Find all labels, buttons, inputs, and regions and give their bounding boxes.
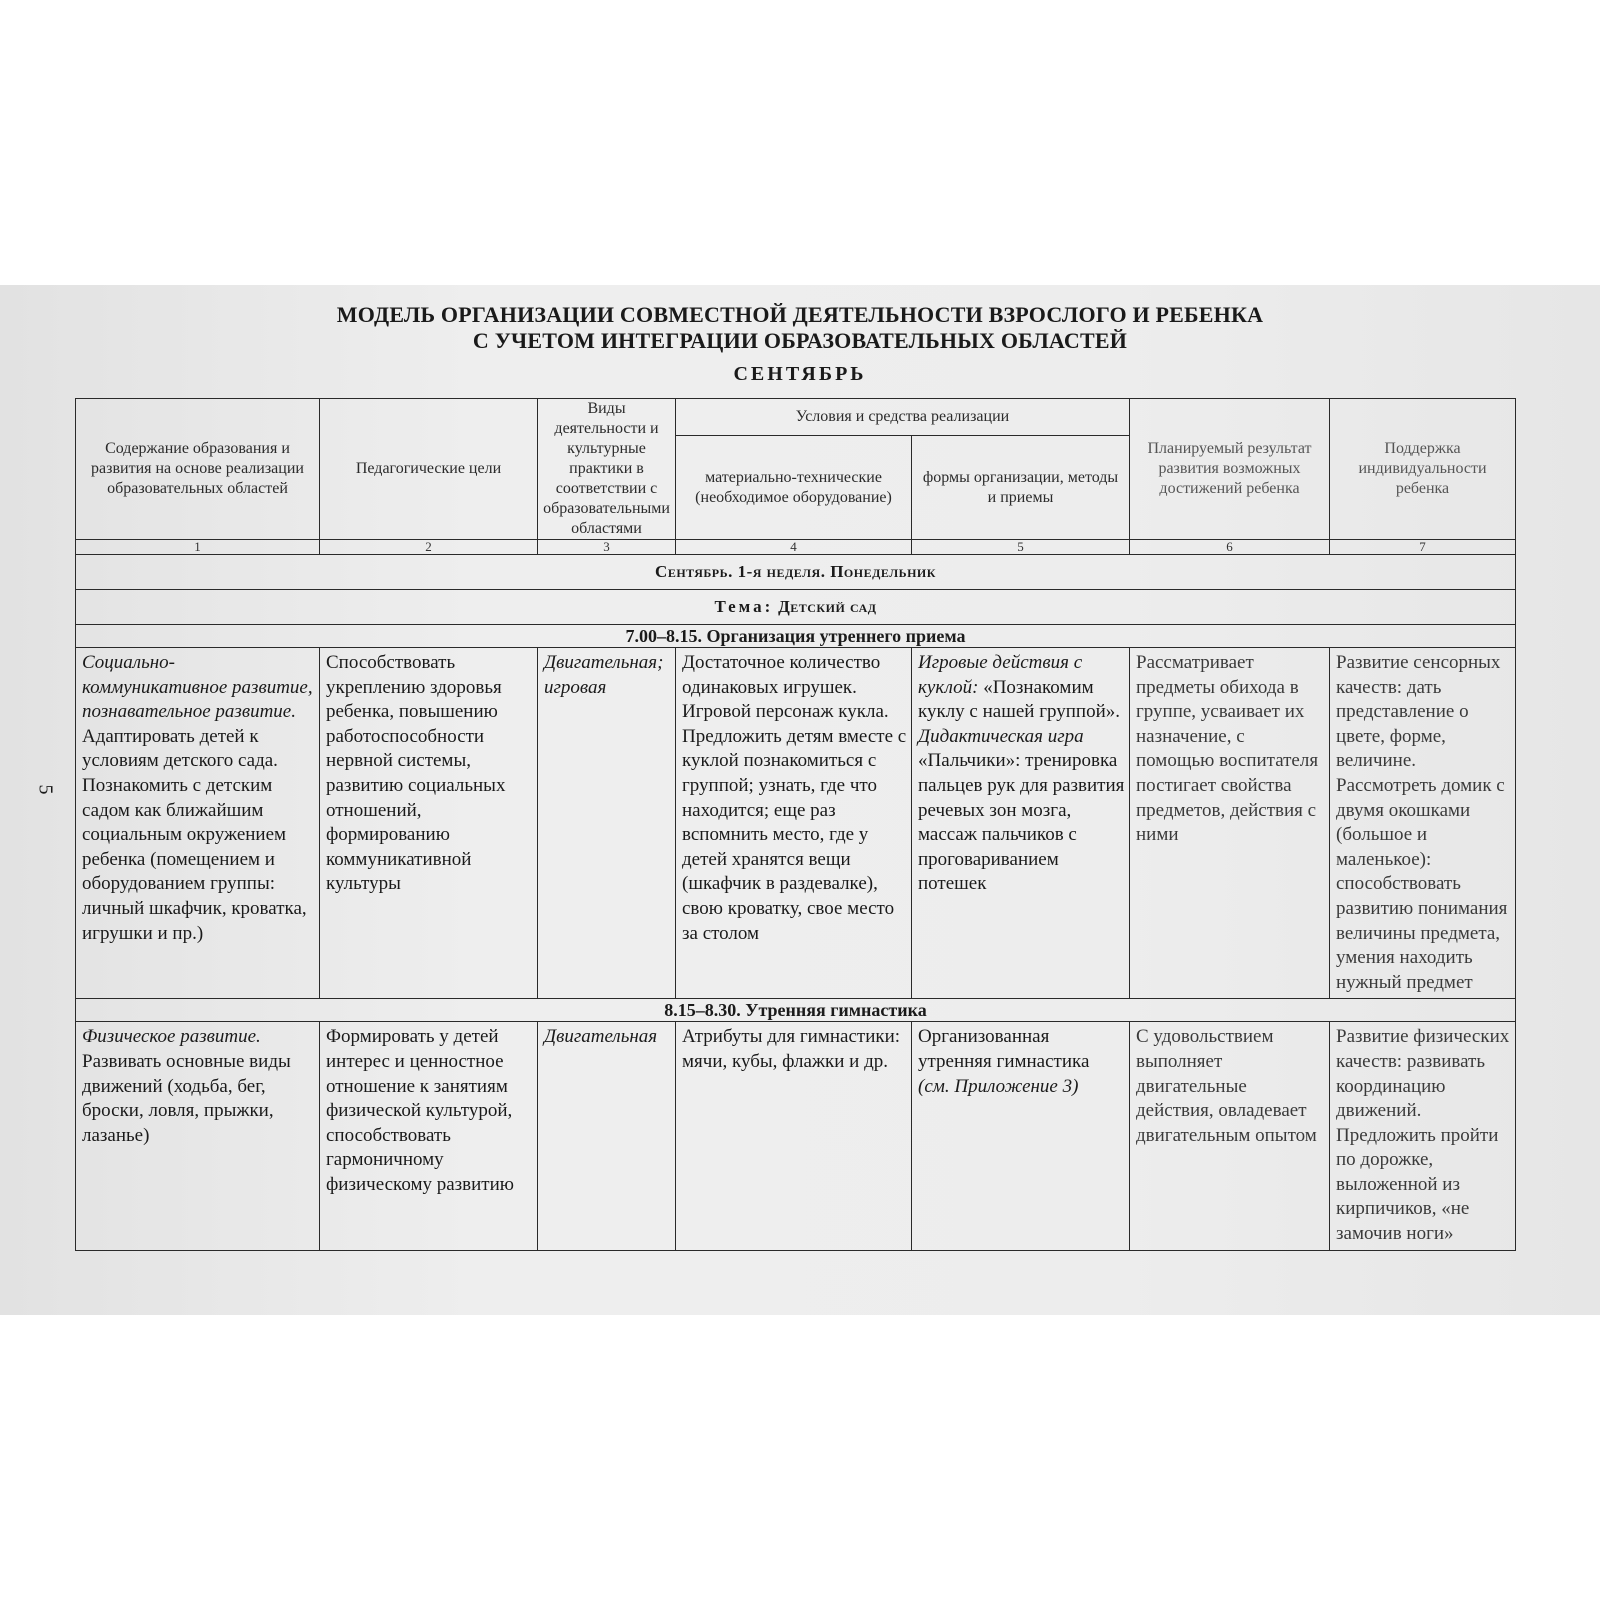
section2-individuality: Развитие физических качеств: развивать координацию движений. Предложить пройти по дорожке, выложенной из кирпичиков, «не замочив ноги» [1330, 1022, 1516, 1250]
section1-methods-italic1: Игровые действия с куклой: [918, 652, 1083, 698]
section2-goals: Формировать у детей интерес и ценностное отношение к занятиям физической культурой, способствовать гармоничному физическому развитию [320, 1022, 538, 1250]
section2-result: С удовольствием выполняет двигательные действия, овладевает двигательным опытом [1130, 1022, 1330, 1250]
section1-methods-italic2: Дидактическая игра [918, 725, 1084, 747]
section1-methods [912, 648, 1130, 999]
section2-equipment: Атрибуты для гимнастики: мячи, кубы, флажки и др. [676, 1022, 912, 1250]
section1-individuality: Развитие сенсорных качеств: дать представление о цвете, форме, величине. Рассмотреть домик с двумя окошками (большое и маленькое): способствовать развитию понимания величины предмета, умения находить нужный предмет [1330, 648, 1516, 999]
column-number-6: 6 [1130, 540, 1330, 555]
section1-content-text: Адаптировать детей к условиям детского сада. Познакомить с детским садом как ближайшим социальным окружением ребенка (помещением и оборудованием группы: личный шкафчик, кроватка, игрушки и пр.) [82, 725, 307, 944]
theme-value: Детский сад [778, 597, 877, 616]
section1-goals: Способствовать укреплению здоровья ребенка, повышению работоспособности нервной системы, развитию социальных отношений, формированию коммуникативной культуры [320, 648, 538, 999]
section1-content [76, 648, 320, 999]
header-conditions-group: Условия и средства реализации [676, 399, 1130, 436]
month-heading: СЕНТЯБРЬ [733, 363, 867, 385]
time-banner-morning-gymnastics: 8.15–8.30. Утренняя гимнастика [76, 999, 1516, 1022]
section2-content [76, 1022, 320, 1250]
section1-methods-text2: «Пальчики»: тренировка пальцев рук для развития речевых зон мозга, массаж пальчиков с проговариванием потешек [918, 750, 1125, 895]
activity-table [75, 398, 1516, 1251]
header-col7: Поддержка индивидуальности ребенка [1330, 399, 1516, 540]
column-number-7: 7 [1330, 540, 1516, 555]
column-number-3: 3 [538, 540, 676, 555]
section1-equipment: Достаточное количество одинаковых игрушек. Игровой персонаж кукла. Предложить детям вместе с куклой познакомиться с группой; узнать, где что находится; еще раз вспомнить место, где у детей хранятся вещи (шкафчик в раздевалке), свою кроватку, свое место за столом [676, 648, 912, 999]
column-number-5: 5 [912, 540, 1130, 555]
section1-methods-text1: «Познакомим куклу с нашей группой». [918, 676, 1120, 723]
theme-banner [76, 590, 1516, 625]
column-number-1: 1 [76, 540, 320, 555]
document-title-line1: МОДЕЛЬ ОРГАНИЗАЦИИ СОВМЕСТНОЙ ДЕЯТЕЛЬНОСТИ ВЗРОСЛОГО И РЕБЕНКА [336, 302, 1264, 327]
section1-result: Рассматривает предметы обихода в группе, усваивает их назначение, с помощью воспитателя постигает свойства предметов, действия с ними [1130, 648, 1330, 999]
section2-area: Физическое развитие. [82, 1026, 261, 1048]
header-col4: материально-технические (необходимое оборудование) [676, 436, 912, 540]
theme-label: Тема: [714, 597, 774, 616]
section2-activity-types: Двигательная [538, 1022, 676, 1250]
section1-activity-types: Двигательная; игровая [538, 648, 676, 999]
section1-area: Социально-коммуникативное развитие, познавательное развитие. [82, 652, 313, 723]
time-banner-morning-reception: 7.00–8.15. Организация утреннего приема [76, 625, 1516, 648]
document-title-line2: С УЧЕТОМ ИНТЕГРАЦИИ ОБРАЗОВАТЕЛЬНЫХ ОБЛАСТЕЙ [472, 328, 1128, 353]
section2-methods [912, 1022, 1130, 1250]
column-number-2: 2 [320, 540, 538, 555]
section2-methods-italic2: (см. Приложение 3) [918, 1075, 1079, 1097]
section2-content-text: Развивать основные виды движений (ходьба, бег, броски, ловля, прыжки, лазанье) [82, 1050, 291, 1146]
header-col5: формы организации, методы и приемы [912, 436, 1130, 540]
header-col3: Виды деятельности и культурные практики в соответствии с образовательными областями [538, 399, 676, 540]
header-col6: Планируемый результат развития возможных достижений ребенка [1130, 399, 1330, 540]
page-number: 5 [34, 784, 57, 795]
column-number-4: 4 [676, 540, 912, 555]
header-col2: Педагогические цели [320, 399, 538, 540]
day-banner: Сентябрь. 1-я неделя. Понедельник [76, 555, 1516, 590]
header-col1: Содержание образования и развития на основе реализации образовательных областей [76, 399, 320, 540]
section2-methods-text1: Организованная утренняя гимнастика [918, 1026, 1090, 1072]
